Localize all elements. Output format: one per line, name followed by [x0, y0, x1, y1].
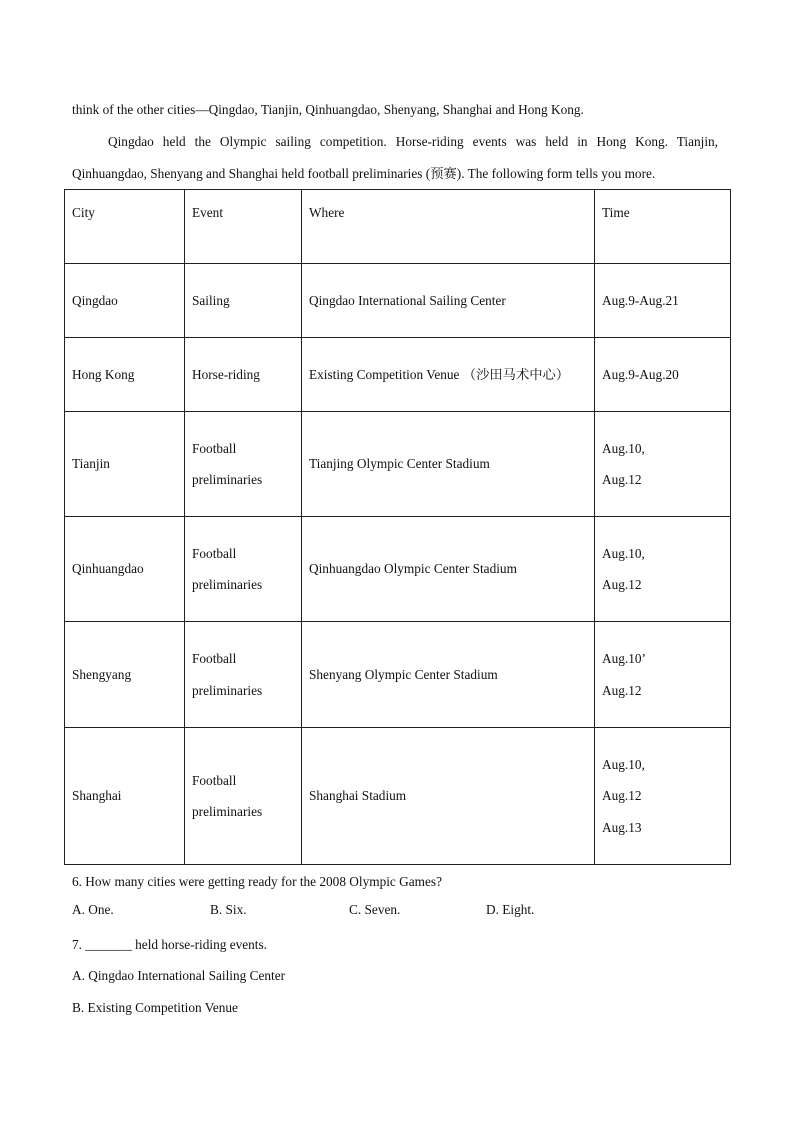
time-line: Aug.9-Aug.20 [602, 366, 679, 382]
cell-where: Shanghai Stadium [302, 728, 595, 865]
cell-where: Existing Competition Venue （沙田马术中心） [302, 338, 595, 412]
cell-city: Qingdao [65, 264, 185, 338]
event-line: preliminaries [192, 804, 263, 819]
time-line: Aug.12 [602, 472, 642, 487]
time-line: Aug.9-Aug.21 [602, 292, 679, 308]
cell-event [185, 338, 302, 412]
cell-city: Shengyang [65, 622, 185, 728]
q6-option-a: A. One. [72, 902, 114, 917]
event-line: Horse-riding [192, 366, 260, 382]
header-city: City [65, 190, 185, 264]
cell-city: Qinhuangdao [65, 517, 185, 622]
q6-option-b: B. Six. [210, 902, 247, 917]
time-line: Aug.12 [602, 577, 642, 592]
cell-event [185, 517, 302, 622]
time-line: Aug.12 [602, 788, 642, 804]
cell-event [185, 412, 302, 517]
passage-paragraph-2 [72, 126, 718, 190]
cell-time [595, 728, 731, 865]
header-event: Event [185, 190, 302, 264]
q6-option-d: D. Eight. [486, 902, 535, 917]
table-row [65, 517, 731, 622]
olympic-events-table [64, 189, 731, 865]
time-line: Aug.10’ [602, 651, 646, 666]
cell-time [595, 412, 731, 517]
cell-city: Tianjin [65, 412, 185, 517]
table-row [65, 264, 731, 338]
cell-where: Qingdao International Sailing Center [302, 264, 595, 338]
header-time: Time [595, 190, 731, 264]
cell-event [185, 264, 302, 338]
cell-where: Shenyang Olympic Center Stadium [302, 622, 595, 728]
time-line: Aug.10, [602, 440, 645, 456]
event-line: Football [192, 772, 237, 788]
table-row [65, 728, 731, 865]
table-row [65, 338, 731, 412]
question-7-stem: 7. _______ held horse-riding events. [72, 937, 267, 952]
cell-time [595, 264, 731, 338]
header-where: Where [302, 190, 595, 264]
event-line: Sailing [192, 292, 230, 308]
event-line: Football [192, 651, 237, 666]
table-row [65, 412, 731, 517]
question-6-stem: 6. How many cities were getting ready for the 2008 Olympic Games? [72, 874, 442, 889]
passage-line-1: think of the other cities—Qingdao, Tianjin, Qinhuangdao, Shenyang, Shanghai and Hong Kong. [72, 102, 584, 117]
time-line: Aug.13 [602, 819, 642, 835]
event-line: preliminaries [192, 472, 263, 487]
q7-option-a: A. Qingdao International Sailing Center [72, 968, 286, 983]
time-line: Aug.10, [602, 756, 645, 772]
event-line: Football [192, 440, 237, 456]
cell-time [595, 622, 731, 728]
q7-option-b: B. Existing Competition Venue [72, 1000, 238, 1015]
time-line: Aug.12 [602, 682, 642, 698]
cell-event [185, 728, 302, 865]
event-line: preliminaries [192, 577, 263, 592]
cell-where: Qinhuangdao Olympic Center Stadium [302, 517, 595, 622]
q6-option-c: C. Seven. [349, 902, 401, 917]
cell-time [595, 517, 731, 622]
table-row [65, 622, 731, 728]
question-6-options [72, 902, 672, 926]
table-header-row [65, 190, 731, 264]
cell-where: Tianjing Olympic Center Stadium [302, 412, 595, 517]
cell-city: Shanghai [65, 728, 185, 865]
event-line: preliminaries [192, 682, 263, 698]
cell-city: Hong Kong [65, 338, 185, 412]
cell-event [185, 622, 302, 728]
event-line: Football [192, 545, 237, 561]
passage-paragraph-2-text: Qingdao held the Olympic sailing competition. Horse-riding events was held in Hong Kong. Tianjin, Qinhuangdao, Shenyang and Shanghai held football preliminaries (预赛). The following form tells you more. [72, 134, 718, 181]
time-line: Aug.10, [602, 545, 645, 561]
cell-time [595, 338, 731, 412]
